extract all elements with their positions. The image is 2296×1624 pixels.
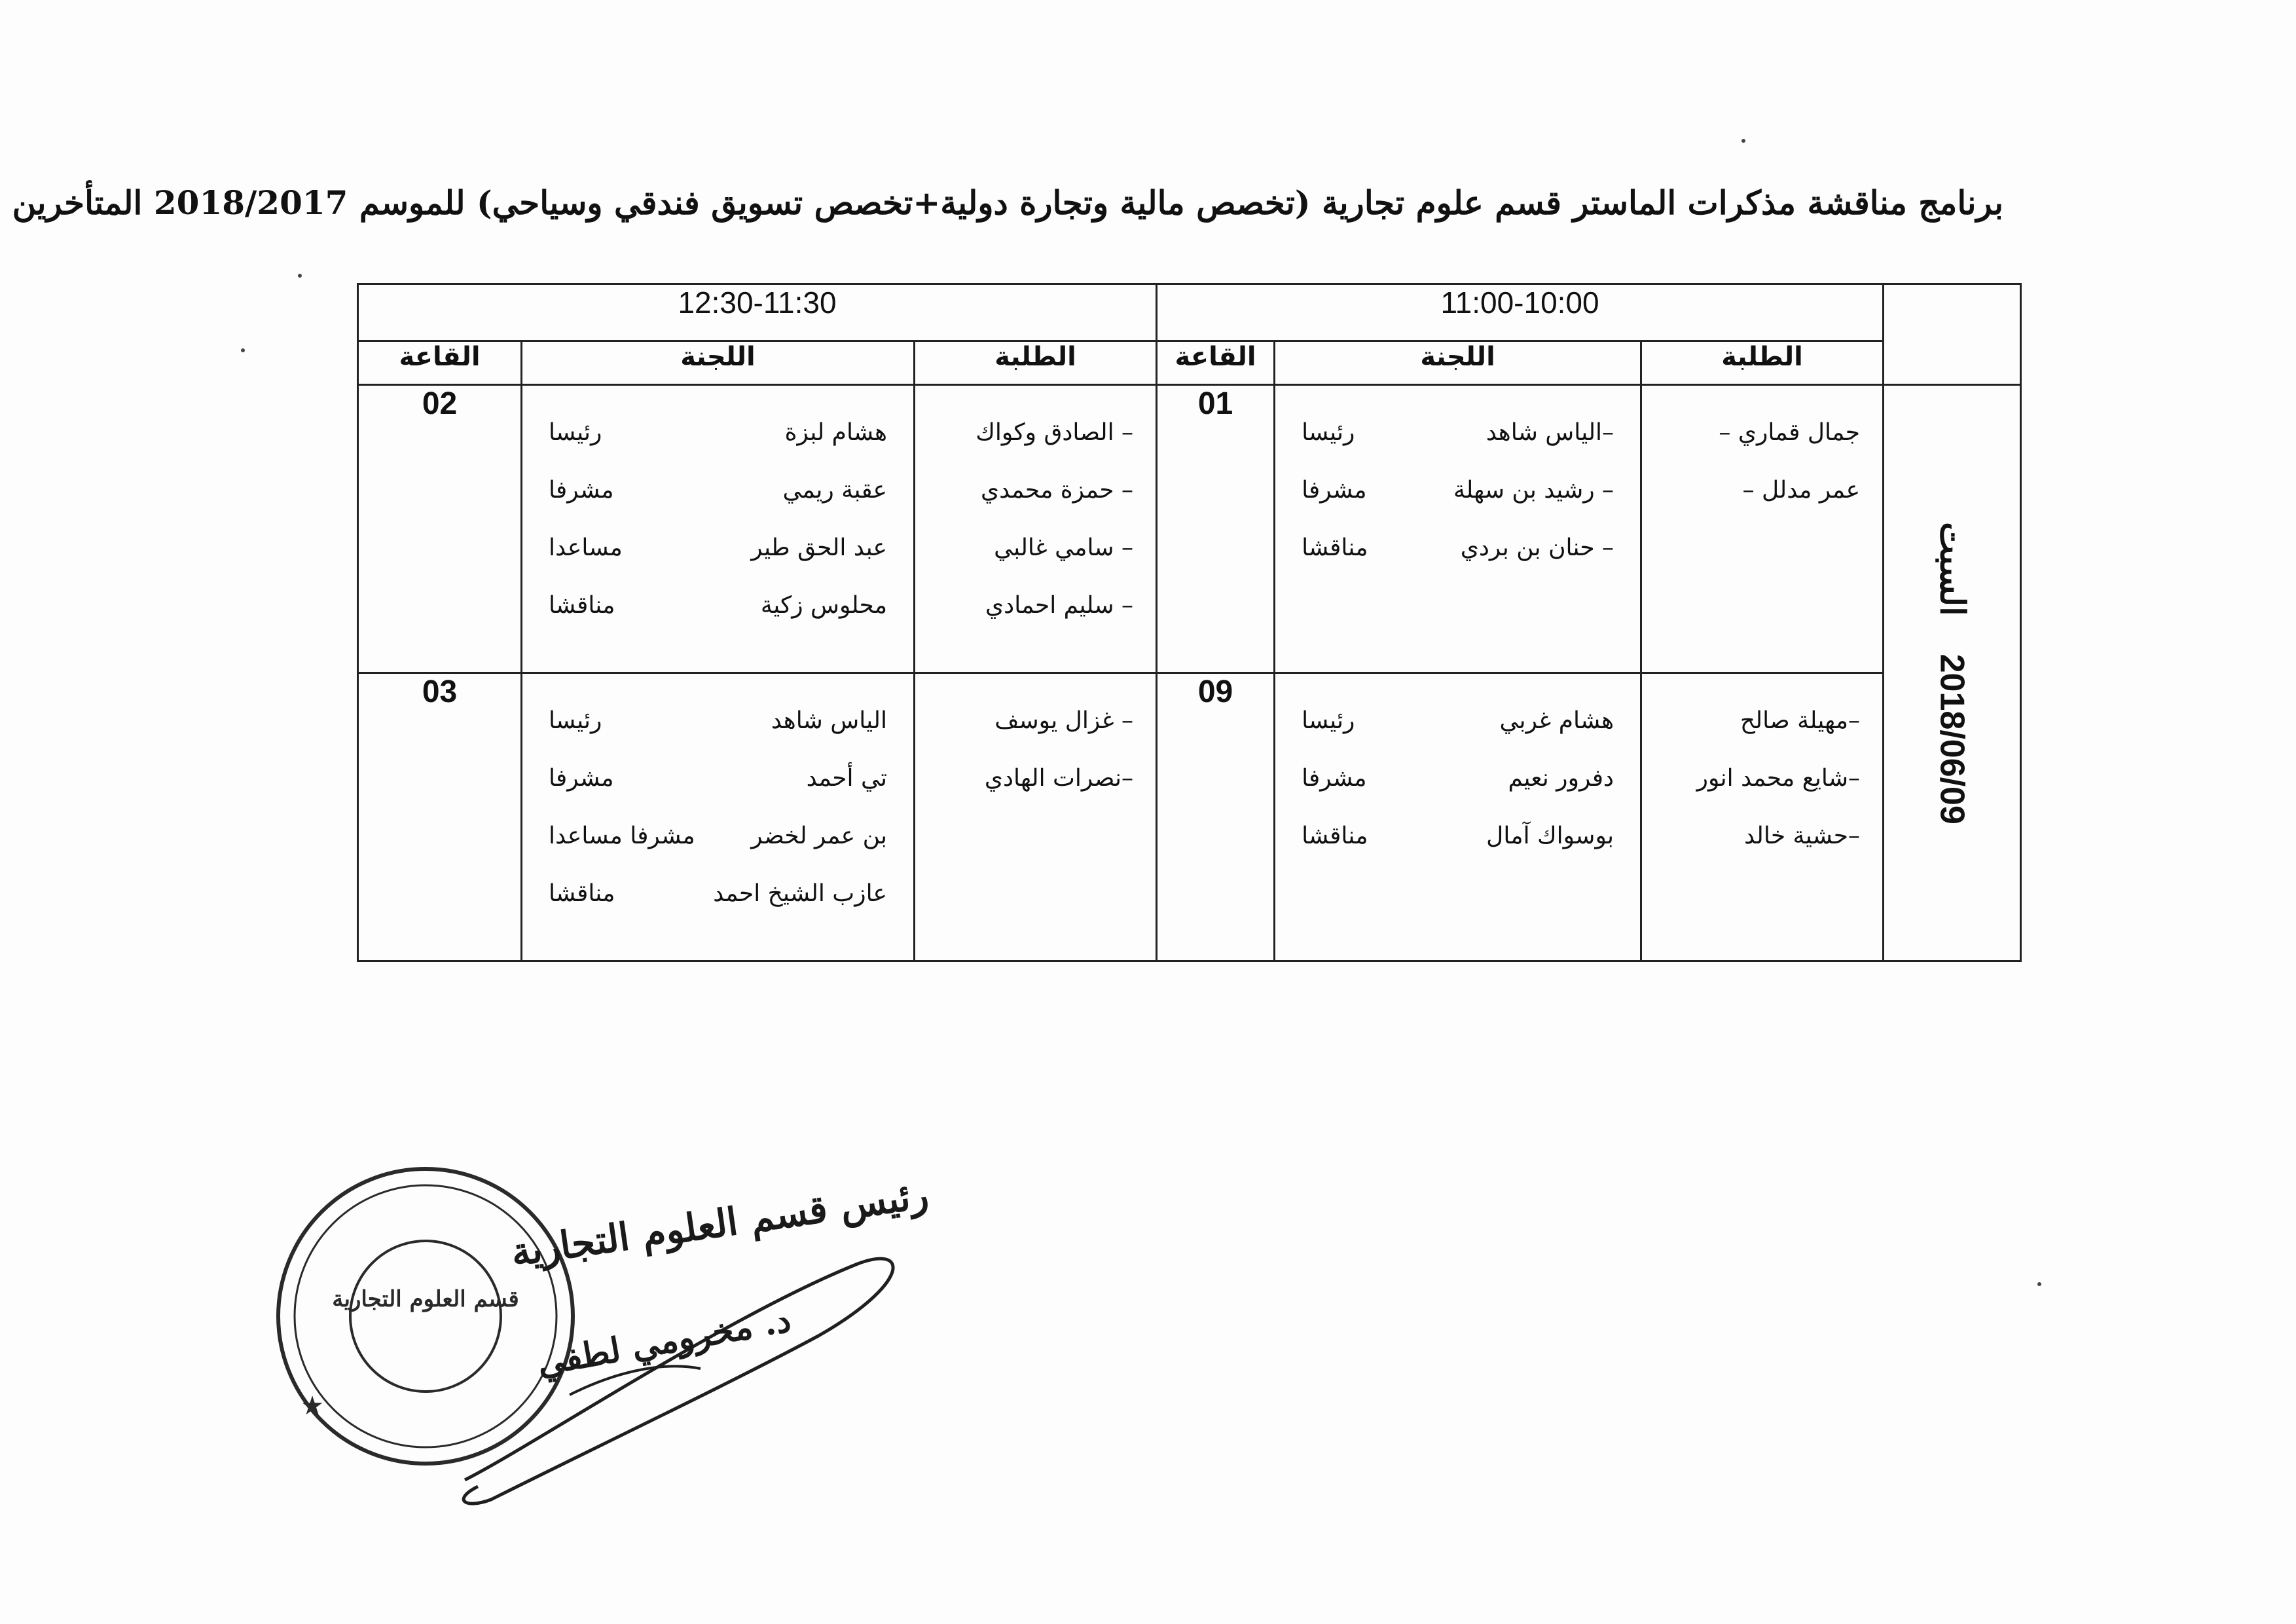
committee-cell xyxy=(522,385,915,673)
list-item: – سامي غالبي xyxy=(994,534,1134,561)
committee-cell xyxy=(522,673,915,961)
committee-cell xyxy=(1275,673,1641,961)
students-cell xyxy=(1641,673,1884,961)
room-header: القاعة xyxy=(358,341,522,385)
room-cell: 01 xyxy=(1157,385,1275,673)
committee-cell xyxy=(1275,385,1641,673)
list-item: –نصرات الهادي xyxy=(984,765,1134,792)
committee-header: اللجنة xyxy=(522,341,915,385)
list-item: –حشية خالد xyxy=(1743,822,1861,849)
list-item: – غزال يوسف xyxy=(994,707,1134,734)
committee-member xyxy=(549,462,887,519)
member-role: مشرفا مساعدا xyxy=(549,822,695,849)
member-name: بن عمر لخضر xyxy=(751,822,888,849)
room-header: القاعة xyxy=(1157,341,1275,385)
member-role: رئيسا xyxy=(1302,419,1355,446)
member-role: مشرفا xyxy=(1302,765,1367,792)
committee-member xyxy=(1302,462,1614,519)
member-role: رئيسا xyxy=(1302,707,1355,734)
students-header: الطلبة xyxy=(915,341,1157,385)
document-title: برنامج مناقشة مذكرات الماستر قسم علوم تجارية (تخصص مالية وتجارة دولية+تخصص تسويق فندقي وسياحي) للموسم 2018/2017 المتأخرين xyxy=(12,183,2003,222)
scan-speck xyxy=(2037,1282,2041,1286)
list-item: –مهيلة صالح xyxy=(1740,707,1861,734)
committee-member xyxy=(549,807,887,865)
scan-speck xyxy=(298,274,302,278)
member-role: رئيسا xyxy=(549,707,602,734)
day-label xyxy=(1932,522,1972,824)
member-name: هشام لبزة xyxy=(784,419,888,446)
committee-member xyxy=(549,519,887,577)
day-cell xyxy=(1884,385,2021,961)
member-name: دفرور نعيم xyxy=(1508,765,1614,792)
list-item: –شايع محمد انور xyxy=(1696,765,1861,792)
member-role: مناقشا xyxy=(549,880,615,907)
member-role: مناقشا xyxy=(549,592,615,619)
room-cell: 02 xyxy=(358,385,522,673)
star-icon: ★ xyxy=(301,1391,324,1421)
committee-member xyxy=(1302,519,1614,577)
member-name: – رشيد بن سهلة xyxy=(1453,477,1614,504)
committee-member xyxy=(549,750,887,807)
students-cell xyxy=(915,385,1157,673)
list-item: جمال قماري – xyxy=(1719,419,1861,446)
committee-header: اللجنة xyxy=(1275,341,1641,385)
member-role: مشرفا xyxy=(549,477,614,504)
member-role: مشرفا xyxy=(549,765,614,792)
students-header: الطلبة xyxy=(1641,341,1884,385)
committee-member xyxy=(1302,807,1614,865)
day-header-cell xyxy=(1884,284,2021,385)
committee-member xyxy=(549,577,887,635)
member-role: مساعدا xyxy=(549,534,623,561)
member-role: مناقشا xyxy=(1302,534,1368,561)
committee-member xyxy=(549,692,887,750)
students-cell xyxy=(1641,385,1884,673)
students-cell xyxy=(915,673,1157,961)
member-role: مشرفا xyxy=(1302,477,1367,504)
signature-title: رئيس قسم العلوم التجارية xyxy=(508,1172,932,1275)
member-role: رئيسا xyxy=(549,419,602,446)
room-cell: 03 xyxy=(358,673,522,961)
scan-speck xyxy=(241,348,245,352)
committee-member xyxy=(1302,692,1614,750)
slot-time-2: 12:30-11:30 xyxy=(358,284,1157,341)
day-name: السبت xyxy=(1932,521,1973,616)
committee-member xyxy=(549,404,887,462)
table-row xyxy=(358,673,2021,961)
member-name: – حنان بن بردي xyxy=(1460,534,1614,561)
list-item: عمر مدلل – xyxy=(1742,477,1861,504)
committee-member xyxy=(1302,750,1614,807)
list-item: – حمزة محمدي xyxy=(980,477,1134,504)
list-item: – سليم احمادي xyxy=(985,592,1134,619)
signature-name: د. مخرومي لطفي xyxy=(534,1300,794,1384)
member-name: محلوس زكية xyxy=(760,592,888,619)
table-row xyxy=(358,385,2021,673)
date-text: 2018/06/09 xyxy=(1933,654,1971,824)
room-cell: 09 xyxy=(1157,673,1275,961)
member-name: تي أحمد xyxy=(806,765,888,792)
member-name: عازب الشيخ احمد xyxy=(713,880,888,907)
slot-time-1: 11:00-10:00 xyxy=(1157,284,1884,341)
member-name: هشام غربي xyxy=(1499,707,1614,734)
member-role: مناقشا xyxy=(1302,822,1368,849)
schedule-table xyxy=(357,283,2022,962)
committee-member xyxy=(549,865,887,923)
list-item: – الصادق وكواك xyxy=(975,419,1134,446)
stamp-text: قسم العلوم التجارية xyxy=(332,1286,519,1312)
member-name: –الياس شاهد xyxy=(1485,419,1614,446)
scan-speck xyxy=(1741,139,1745,143)
member-name: بوسواك آمال xyxy=(1486,822,1614,849)
committee-member xyxy=(1302,404,1614,462)
member-name: عبد الحق طير xyxy=(751,534,888,561)
member-name: الياس شاهد xyxy=(771,707,888,734)
member-name: عقبة ريمي xyxy=(782,477,888,504)
